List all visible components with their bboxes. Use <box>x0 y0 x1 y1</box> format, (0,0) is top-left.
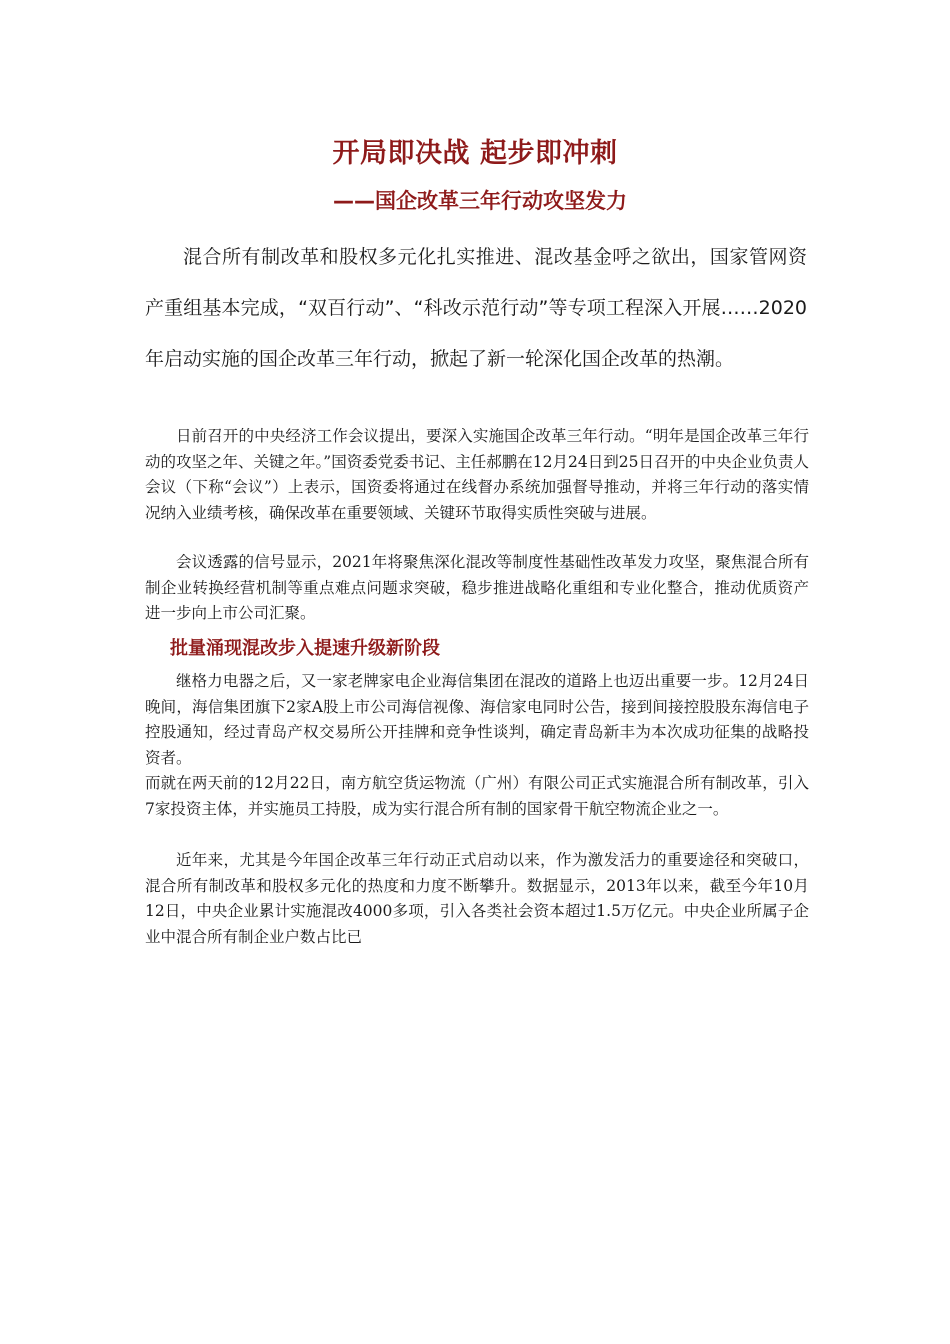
section-paragraph-2: 而就在两天前的12月22日，南方航空货运物流（广州）有限公司正式实施混合所有制改革，引入7家投资主体，并实施员工持股，成为实行混合所有制的国家骨干航空物流企业之一。 <box>145 774 809 818</box>
body-paragraph-1: 日前召开的中央经济工作会议提出，要深入实施国企改革三年行动。“明年是国企改革三年行动的攻坚之年、关键之年。”国资委党委书记、主任郝鹏在12月24日到25日召开的中央企业负责人会议（下称“会议”）上表示，国资委将通过在线督办系统加强督导推动，并将三年行动的落实情况纳入业绩考核，确保改革在重要领域、关键环节取得实质性突破与进展。 <box>145 427 809 522</box>
section-heading: 批量涌现混改步入提速升级新阶段 <box>170 638 440 659</box>
section-paragraph-1: 继格力电器之后，又一家老牌家电企业海信集团在混改的道路上也迈出重要一步。12月24日晚间，海信集团旗下2家A股上市公司海信视像、海信家电同时公告，接到间接控股股东海信电子控股通知，经过青岛产权交易所公开挂牌和竞争性谈判，确定青岛新丰为本次成功征集的战略投资者。 <box>145 672 809 767</box>
body-paragraph-2: 会议透露的信号显示，2021年将聚焦深化混改等制度性基础性改革发力攻坚，聚焦混合所有制企业转换经营机制等重点难点问题求突破，稳步推进战略化重组和专业化整合，推动优质资产进一步向上市公司汇聚。 <box>145 553 809 622</box>
document-title: 开局即决战 起步即冲刺 <box>332 138 618 169</box>
lead-paragraph: 混合所有制改革和股权多元化扎实推进、混改基金呼之欲出，国家管网资产重组基本完成，“双百行动”、“科改示范行动”等专项工程深入开展……2020年启动实施的国企改革三年行动，掀起了新一轮深化国企改革的热潮。 <box>145 246 807 370</box>
document-subtitle: ——国企改革三年行动攻坚发力 <box>333 189 627 213</box>
section-paragraph-3: 近年来，尤其是今年国企改革三年行动正式启动以来，作为激发活力的重要途径和突破口，混合所有制改革和股权多元化的热度和力度不断攀升。数据显示，2013年以来，截至今年10月12日，中央企业累计实施混改4000多项，引入各类社会资本超过1.5万亿元。中央企业所属子企业中混合所有制企业户数占比已 <box>145 851 809 946</box>
